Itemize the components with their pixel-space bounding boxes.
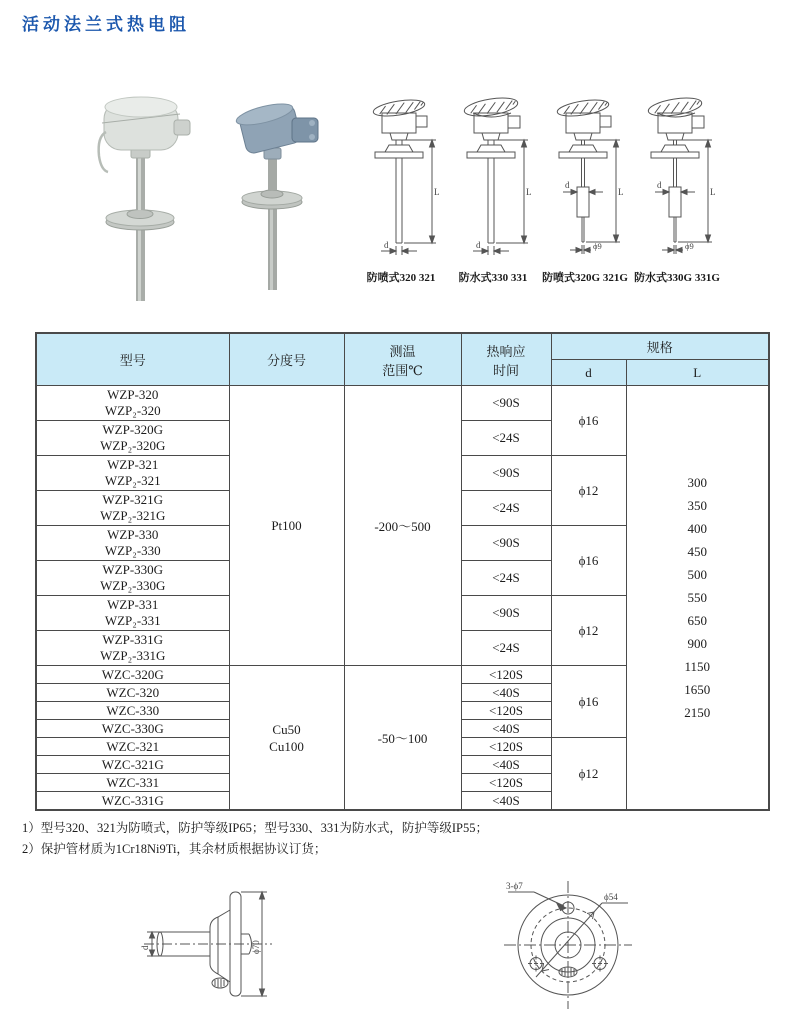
model-cell: WZP-330 WZP₂-330: [36, 526, 229, 561]
model-cell: WZC-321: [36, 738, 229, 756]
diameter-cell: ϕ12: [551, 596, 626, 666]
response-time-cell: <90S: [461, 596, 551, 631]
dim-bolt-holes-label: 3-ϕ7: [506, 881, 523, 891]
product-photo-left: [86, 94, 214, 306]
dim-d-label: d: [384, 240, 389, 250]
range-cell: -200～500: [344, 386, 461, 666]
diameter-cell: ϕ16: [551, 386, 626, 456]
header-response-time: 热响应 时间: [461, 333, 551, 386]
response-time-cell: <40S: [461, 720, 551, 738]
response-time-cell: <24S: [461, 491, 551, 526]
model-cell: WZP-330G WZP₂-330G: [36, 561, 229, 596]
note-1: 1）型号320、321为防喷式，防护等级IP65；型号330、331为防水式，防护等级IP55；: [22, 821, 488, 835]
drawing-waterproof-330-331: [451, 95, 535, 267]
header-model: 型号: [36, 333, 229, 386]
figure-splash-320-321: [356, 95, 446, 285]
spec-table: [35, 332, 770, 811]
response-time-cell: <90S: [461, 526, 551, 561]
figure-caption: 防水式330 331: [458, 272, 528, 284]
dim-d-label: d: [140, 945, 150, 950]
header-d: d: [551, 360, 626, 386]
model-cell: WZC-320G: [36, 666, 229, 684]
response-time-cell: <90S: [461, 386, 551, 421]
diameter-cell: ϕ12: [551, 456, 626, 526]
model-cell: WZC-330: [36, 702, 229, 720]
response-time-cell: <40S: [461, 684, 551, 702]
response-time-cell: <90S: [461, 456, 551, 491]
dim-phi9-label: ϕ9: [593, 241, 602, 251]
note-2: 2）保护管材质为1Cr18Ni9Ti，其余材质根据协议订货；: [22, 842, 327, 856]
response-time-cell: <120S: [461, 666, 551, 684]
header-graduation: 分度号: [229, 333, 344, 386]
spec-table-wrap: [35, 332, 770, 811]
figure-caption: 防喷式320 321: [366, 272, 436, 284]
header-temp-range: 测温 范围℃: [344, 333, 461, 386]
notes: [22, 818, 488, 860]
dim-d-label: d: [657, 180, 662, 190]
dim-L-label: L: [526, 187, 532, 197]
diameter-cell: ϕ16: [551, 666, 626, 738]
product-photos: [86, 94, 334, 306]
model-cell: WZC-331: [36, 774, 229, 792]
response-time-cell: <40S: [461, 792, 551, 811]
model-cell: WZP-321 WZP₂-321: [36, 456, 229, 491]
figure-waterproof-330-331: [448, 95, 538, 285]
response-time-cell: <24S: [461, 421, 551, 456]
header-row-1: [36, 333, 769, 360]
response-time-cell: <24S: [461, 631, 551, 666]
model-cell: WZC-320: [36, 684, 229, 702]
table-row: [36, 386, 769, 421]
model-cell: WZP-321G WZP₂-321G: [36, 491, 229, 526]
response-time-cell: <120S: [461, 702, 551, 720]
diameter-cell: ϕ16: [551, 526, 626, 596]
model-cell: WZP-331 WZP₂-331: [36, 596, 229, 631]
drawing-splash-320G-321G: [543, 95, 627, 267]
dim-L-label: L: [618, 187, 624, 197]
drawing-splash-320-321: [359, 95, 443, 267]
figure-waterproof-330G-331G: [632, 95, 722, 285]
dim-L-label: L: [434, 187, 440, 197]
figure-splash-320G-321G: [540, 95, 630, 285]
flange-side-view-drawing: [132, 872, 322, 1020]
figure-caption: 防水式330G 331G: [634, 272, 720, 284]
header-spec: 规格: [551, 333, 769, 360]
model-cell: WZP-331G WZP₂-331G: [36, 631, 229, 666]
response-time-cell: <24S: [461, 561, 551, 596]
dim-phi70-label: ϕ70: [251, 940, 261, 954]
diameter-cell: ϕ12: [551, 738, 626, 811]
header-l: L: [626, 360, 769, 386]
response-time-cell: <120S: [461, 738, 551, 756]
page-title: 活动法兰式热电阻: [22, 15, 190, 34]
model-cell: WZC-331G: [36, 792, 229, 811]
model-cell: WZC-330G: [36, 720, 229, 738]
figure-caption: 防喷式320G 321G: [542, 272, 628, 284]
drawing-waterproof-330G-331G: [635, 95, 719, 267]
model-cell: WZC-321G: [36, 756, 229, 774]
graduation-cell: Pt100: [229, 386, 344, 666]
model-cell: WZP-320 WZP₂-320: [36, 386, 229, 421]
range-cell: -50～100: [344, 666, 461, 811]
model-cell: WZP-320G WZP₂-320G: [36, 421, 229, 456]
response-time-cell: <40S: [461, 756, 551, 774]
response-time-cell: <120S: [461, 774, 551, 792]
length-cell: 300 350 400 450 500 550 650 900 1150 1650 2150: [626, 386, 769, 811]
dim-phi54-label: ϕ54: [604, 892, 618, 902]
dim-L-label: L: [710, 187, 716, 197]
flange-front-view-drawing: [478, 856, 703, 1024]
product-photo-right: [224, 100, 334, 300]
dim-d-label: d: [565, 180, 570, 190]
dim-d-label: d: [476, 240, 481, 250]
tech-figures: [356, 95, 722, 285]
graduation-cell: Cu50 Cu100: [229, 666, 344, 811]
dim-phi9-label: ϕ9: [685, 241, 694, 251]
